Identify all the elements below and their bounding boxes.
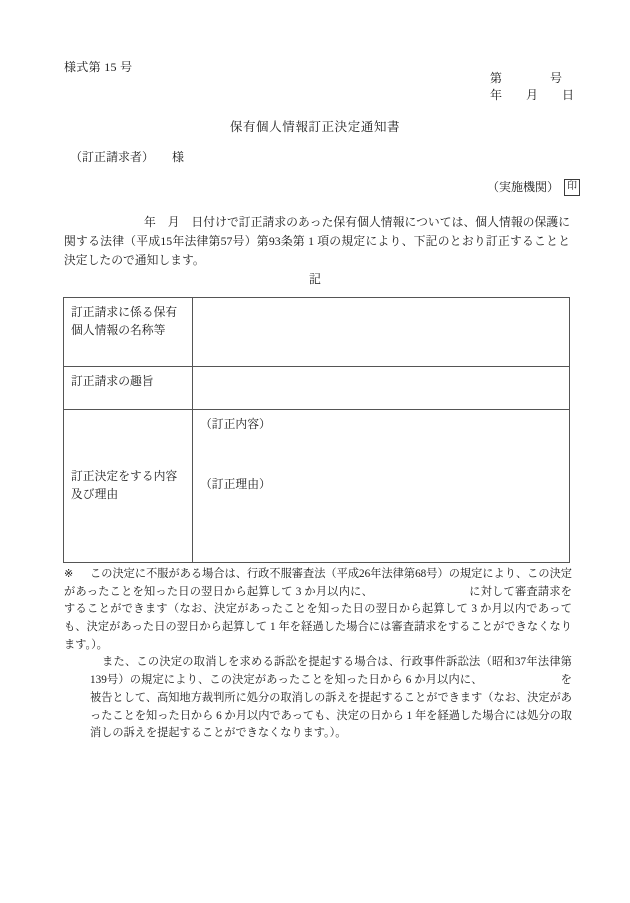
footnote-appeal-text-part1: この決定に不服がある場合は、行政不服審査法（平成26年法律第68号）の規定により、この決定があったことを知った日の翌日から起算して 3 か月以内に、 [64,568,572,598]
row-value-request-purpose[interactable] [193,367,570,410]
seal-stamp-icon: 印 [564,179,580,196]
implementing-agency-label: （実施機関） [486,180,559,194]
implementing-agency-line [487,178,580,197]
body-paragraph [64,213,570,270]
row-label-request-purpose: 訂正請求の趣旨 [64,367,193,410]
body-line-lead: 年 月 日付けで訂正請求のあった保有個人情報については、個人情報の保護に関する [64,215,570,249]
table-row [64,410,570,563]
form-number: 様式第 15 号 [64,60,133,74]
footnote-paragraph-lawsuit [64,654,572,742]
footnote-lawsuit-text-part2: を被告として、高知地方裁判所に処分の取消しの訴えを提起することができます（なお、決定があったことを知った日から 6 か月以内であっても、決定の日から 1 年を経過した場合には処分の取消しの訴えを提起することができなくなります。）。 [90,674,572,740]
body-line-rest: 法律（平成15年法律第57号）第93条第 1 項の規定により、下記のとおり訂正することと決定したので通知します。 [64,234,570,268]
footnote-marker: ※ [64,568,74,580]
document-number-line: 第 号 [489,71,562,85]
ki-marker: 記 [308,272,321,286]
footnote-lawsuit-text-part1: また、この決定の取消しを求める訴訟を提起する場合は、行政事件訴訟法（昭和37年法律第139号）の規定により、この決定があったことを知った日から 6 か月以内に、 [90,656,572,687]
table-row [64,367,570,410]
footnote-block [64,566,572,743]
row-value-information-name[interactable] [193,298,570,367]
footnote-appeal-text-part2: に対して審査請求をすることができます（なお、決定があったことを知った日の翌日から起算して 3 か月以内であっても、決定があった日の翌日から起算して 1 年を経過した場合には審査請求をすることができなくなります。）。 [64,585,572,651]
addressee-line: （訂正請求者） 様 [70,150,185,164]
page-title: 保有個人情報訂正決定通知書 [229,120,401,134]
row-value-decision-content-reason[interactable] [193,410,570,563]
row-label-decision-content-reason: 訂正決定をする内容及び理由 [64,410,193,563]
document-meta [490,70,574,105]
table-row [64,298,570,367]
sub-field-correction-content: （訂正内容） [200,417,271,431]
document-date-line: 年 月 日 [489,88,574,103]
row-label-information-name: 訂正請求に係る保有個人情報の名称等 [64,298,193,367]
footnote-paragraph-appeal [64,566,572,654]
correction-details-table [63,297,570,563]
sub-field-correction-reason: （訂正理由） [200,476,271,491]
